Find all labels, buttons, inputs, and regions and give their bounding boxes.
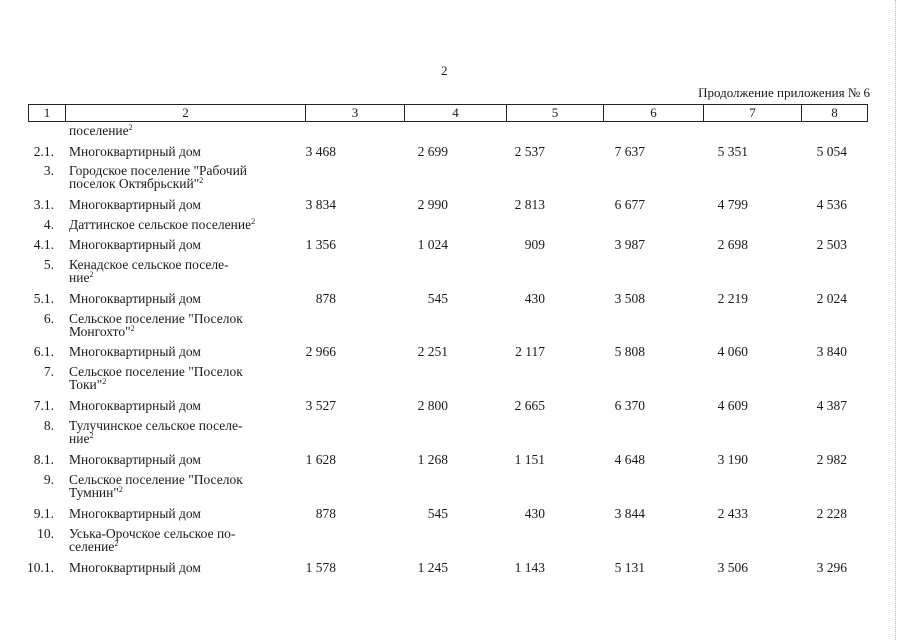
row-name — [69, 527, 284, 553]
row-value-col-7: 3 190 — [717, 452, 748, 467]
row-name-text: Даттинское сельское поселение — [69, 217, 252, 232]
scan-edge-line — [895, 0, 896, 640]
row-value-col-6: 5 808 — [614, 344, 645, 359]
row-name — [69, 164, 284, 190]
row-value-col-7: 2 433 — [717, 506, 748, 521]
row-name-line — [69, 145, 284, 158]
row-name — [69, 218, 284, 231]
page-number: 2 — [441, 63, 448, 78]
row-name-line — [69, 271, 284, 284]
row-name-text: Многоквартирный дом — [69, 197, 201, 212]
footnote-mark: 2 — [102, 377, 107, 386]
row-name-line — [69, 399, 284, 412]
row-name — [69, 345, 284, 358]
row-name — [69, 145, 284, 158]
row-value-col-4: 2 800 — [417, 398, 448, 413]
header-col-6: 6 — [604, 105, 704, 121]
row-value-col-5: 1 143 — [514, 560, 545, 575]
header-col-1: 1 — [29, 105, 66, 121]
row-value-col-8: 2 503 — [816, 237, 847, 252]
row-name-line — [69, 419, 284, 432]
row-name-text: Токи" — [69, 377, 103, 392]
row-value-col-3: 878 — [315, 506, 336, 521]
row-value-col-5: 430 — [524, 291, 545, 306]
row-name-line — [69, 486, 284, 499]
row-value-col-3: 3 468 — [305, 144, 336, 159]
row-name-line — [69, 258, 284, 271]
footnote-mark: 2 — [118, 485, 123, 494]
row-name — [69, 312, 284, 338]
row-value-col-8: 4 536 — [816, 197, 847, 212]
row-name-line — [69, 124, 284, 137]
footnote-mark: 2 — [89, 431, 94, 440]
row-value-col-7: 5 351 — [717, 144, 748, 159]
row-name-line — [69, 378, 284, 391]
row-value-col-8: 2 982 — [816, 452, 847, 467]
row-name — [69, 124, 284, 137]
row-value-col-6: 3 844 — [614, 506, 645, 521]
row-value-col-4: 1 268 — [417, 452, 448, 467]
row-number: 7. — [43, 364, 54, 379]
row-value-col-3: 3 834 — [305, 197, 336, 212]
row-value-col-3: 2 966 — [305, 344, 336, 359]
row-number: 3. — [43, 163, 54, 178]
row-value-col-7: 3 506 — [717, 560, 748, 575]
row-name-text: Многоквартирный дом — [69, 237, 201, 252]
row-value-col-4: 545 — [427, 506, 448, 521]
row-name-text: ние — [69, 270, 90, 285]
row-name-text: Сельское поселение "Поселок — [69, 472, 243, 487]
row-name-text: Сельское поселение "Поселок — [69, 364, 243, 379]
row-name — [69, 453, 284, 466]
row-value-col-8: 4 387 — [816, 398, 847, 413]
row-value-col-3: 1 578 — [305, 560, 336, 575]
row-value-col-3: 1 356 — [305, 237, 336, 252]
row-value-col-3: 878 — [315, 291, 336, 306]
row-name-text: Монгохто" — [69, 324, 131, 339]
row-name — [69, 419, 284, 445]
row-number: 5.1. — [33, 291, 54, 306]
row-name-line — [69, 453, 284, 466]
row-value-col-7: 2 219 — [717, 291, 748, 306]
row-name — [69, 258, 284, 284]
row-number: 2.1. — [33, 144, 54, 159]
footnote-mark: 2 — [199, 176, 204, 185]
row-number: 9. — [43, 472, 54, 487]
row-value-col-4: 2 990 — [417, 197, 448, 212]
row-value-col-4: 2 251 — [417, 344, 448, 359]
row-number: 8. — [43, 418, 54, 433]
row-value-col-6: 3 987 — [614, 237, 645, 252]
footnote-mark: 2 — [89, 270, 94, 279]
footnote-mark: 2 — [128, 123, 133, 132]
footnote-mark: 2 — [130, 324, 135, 333]
row-number: 5. — [43, 257, 54, 272]
footnote-mark: 2 — [114, 539, 119, 548]
header-col-2: 2 — [66, 105, 306, 121]
row-value-col-5: 1 151 — [514, 452, 545, 467]
row-number: 4.1. — [33, 237, 54, 252]
row-name — [69, 365, 284, 391]
row-name-line — [69, 177, 284, 190]
header-col-3: 3 — [306, 105, 405, 121]
row-value-col-7: 2 698 — [717, 237, 748, 252]
row-value-col-6: 7 637 — [614, 144, 645, 159]
footnote-mark: 2 — [251, 217, 256, 226]
row-name-line — [69, 540, 284, 553]
row-value-col-8: 3 296 — [816, 560, 847, 575]
row-value-col-4: 1 024 — [417, 237, 448, 252]
row-number: 10. — [37, 526, 54, 541]
row-value-col-4: 545 — [427, 291, 448, 306]
row-name-text: Многоквартирный дом — [69, 560, 201, 575]
continuation-note: Продолжение приложения № 6 — [698, 85, 870, 100]
header-col-5: 5 — [507, 105, 604, 121]
row-name — [69, 561, 284, 574]
row-name — [69, 198, 284, 211]
row-name — [69, 238, 284, 251]
table-header — [28, 104, 868, 122]
row-name-text: Городское поселение "Рабочий — [69, 163, 248, 178]
row-value-col-4: 1 245 — [417, 560, 448, 575]
row-value-col-8: 5 054 — [816, 144, 847, 159]
row-number: 4. — [43, 217, 54, 232]
row-name-text: поселение — [69, 123, 129, 138]
row-name-line — [69, 198, 284, 211]
row-value-col-5: 430 — [524, 506, 545, 521]
row-name — [69, 399, 284, 412]
row-name-line — [69, 561, 284, 574]
row-value-col-8: 3 840 — [816, 344, 847, 359]
header-col-4: 4 — [405, 105, 507, 121]
row-value-col-6: 4 648 — [614, 452, 645, 467]
row-name-line — [69, 432, 284, 445]
row-name-line — [69, 238, 284, 251]
row-value-col-3: 3 527 — [305, 398, 336, 413]
row-value-col-7: 4 609 — [717, 398, 748, 413]
row-value-col-5: 2 117 — [515, 344, 545, 359]
row-name-text: Тулучинское сельское поселе- — [69, 418, 243, 433]
row-name-text: Тумнин" — [69, 485, 119, 500]
row-name-text: Многоквартирный дом — [69, 452, 201, 467]
row-value-col-5: 2 665 — [514, 398, 545, 413]
row-value-col-6: 6 677 — [614, 197, 645, 212]
row-number: 6. — [43, 311, 54, 326]
row-name-text: Многоквартирный дом — [69, 144, 201, 159]
header-col-7: 7 — [704, 105, 802, 121]
row-name-line — [69, 218, 284, 231]
row-value-col-8: 2 024 — [816, 291, 847, 306]
row-name-line — [69, 507, 284, 520]
row-name — [69, 473, 284, 499]
row-value-col-5: 2 813 — [514, 197, 545, 212]
row-number: 6.1. — [33, 344, 54, 359]
row-name-line — [69, 325, 284, 338]
row-name-text: Сельское поселение "Поселок — [69, 311, 243, 326]
row-value-col-6: 6 370 — [614, 398, 645, 413]
row-name-text: Многоквартирный дом — [69, 398, 201, 413]
row-value-col-5: 2 537 — [514, 144, 545, 159]
row-value-col-6: 5 131 — [614, 560, 645, 575]
row-name-text: Многоквартирный дом — [69, 344, 201, 359]
row-name-text: селение — [69, 539, 115, 554]
row-number: 10.1. — [27, 560, 54, 575]
row-number: 9.1. — [33, 506, 54, 521]
row-name — [69, 292, 284, 305]
row-number: 8.1. — [33, 452, 54, 467]
row-value-col-4: 2 699 — [417, 144, 448, 159]
row-name-text: поселок Октябрьский" — [69, 176, 200, 191]
header-col-8: 8 — [831, 105, 838, 120]
row-value-col-3: 1 628 — [305, 452, 336, 467]
row-value-col-5: 909 — [524, 237, 545, 252]
row-name-text: Кенадское сельское поселе- — [69, 257, 229, 272]
row-name-text: Многоквартирный дом — [69, 506, 201, 521]
row-name — [69, 507, 284, 520]
row-name-line — [69, 292, 284, 305]
row-value-col-6: 3 508 — [614, 291, 645, 306]
row-name-text: Многоквартирный дом — [69, 291, 201, 306]
row-name-line — [69, 345, 284, 358]
row-value-col-7: 4 799 — [717, 197, 748, 212]
row-value-col-8: 2 228 — [816, 506, 847, 521]
row-name-text: Уська-Орочское сельское по- — [69, 526, 236, 541]
row-number: 7.1. — [33, 398, 54, 413]
row-value-col-7: 4 060 — [717, 344, 748, 359]
row-name-text: ние — [69, 431, 90, 446]
row-number: 3.1. — [33, 197, 54, 212]
